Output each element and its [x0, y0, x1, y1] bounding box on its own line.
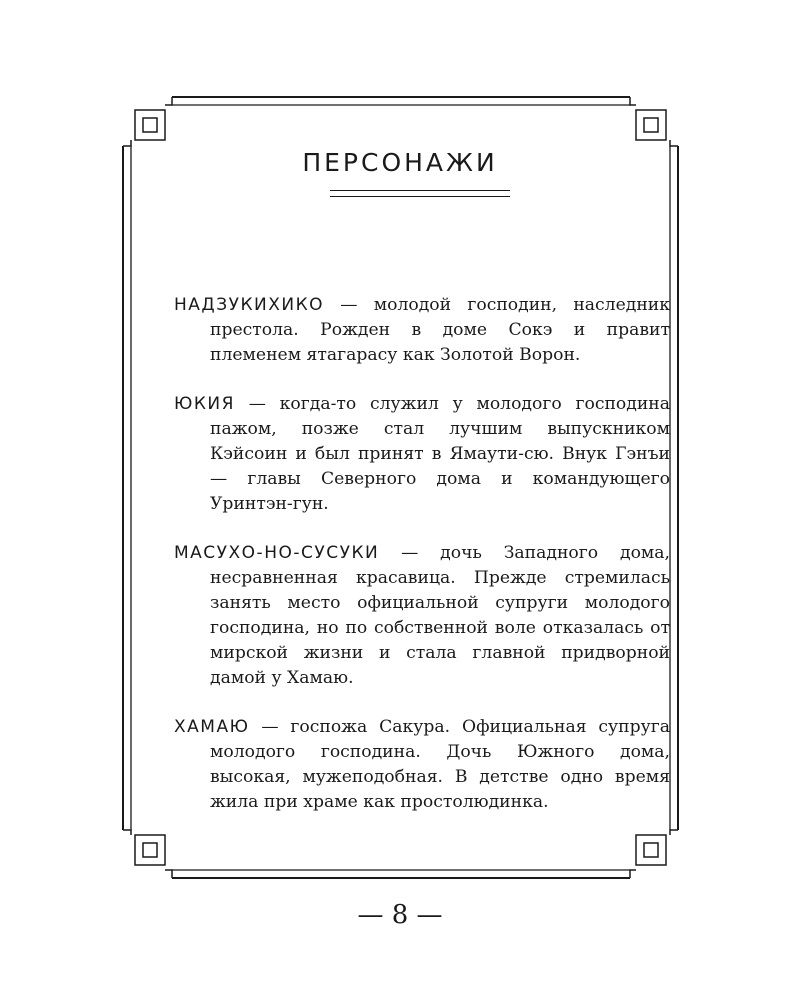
corner-ornament-top-right [630, 97, 678, 146]
character-entry [174, 392, 670, 517]
character-name: ЮКИЯ [174, 394, 235, 414]
page-title: ПЕРСОНАЖИ [302, 148, 498, 177]
character-description: — когда-то служил у молодого господина пажом, позже стал лучшим выпускником Кэйсоин и был принят в Ямаути-сю. Внук Гэнъи — главы Северного дома и командующего Уринтэн-гун. [210, 394, 670, 514]
character-description: — дочь Западного дома, несравненная красавица. Прежде стремилась занять место официальной супруги молодого господина, но по собственной воле отказалась от мирской жизни и стала главной придворной дамой у Хамаю. [210, 543, 670, 688]
character-entry [174, 715, 670, 815]
page-number: — 8 — [357, 900, 443, 930]
title-underline-2 [330, 196, 510, 197]
character-list [174, 293, 670, 839]
character-entry [174, 541, 670, 691]
title-underline-1 [330, 190, 510, 191]
character-name: НАДЗУКИХИКО [174, 295, 325, 315]
corner-ornament-bottom-left [123, 830, 172, 878]
character-description: — молодой господин, наследник престола. Рожден в доме Сокэ и правит племенем ятагарасу как Золотой Ворон. [210, 295, 670, 365]
character-entry [174, 293, 670, 368]
character-name: ХАМАЮ [174, 717, 250, 737]
character-name: МАСУХО-НО-СУСУКИ [174, 543, 380, 563]
corner-ornament-top-left [123, 97, 172, 146]
character-description: — госпожа Сакура. Официальная супруга молодого господина. Дочь Южного дома, высокая, мужеподобная. В детстве одно время жила при храме как простолюдинка. [210, 717, 670, 812]
